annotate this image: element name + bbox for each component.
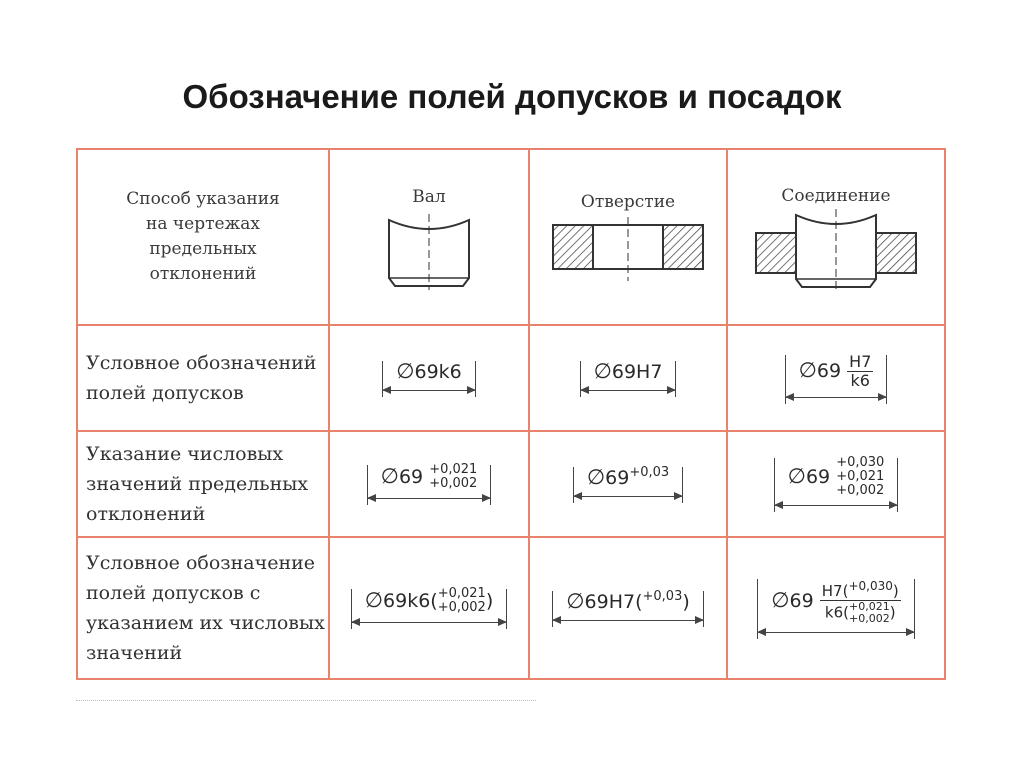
diameter-icon: ∅	[798, 357, 817, 382]
hole-designation: 69H7	[611, 361, 663, 383]
upper-deviation: +0,03	[642, 589, 683, 604]
scan-noise	[76, 700, 536, 705]
close-paren: )	[485, 589, 494, 612]
method-header	[77, 149, 329, 325]
row-label-numeric: Указание числовых значений предельных отклонений	[77, 431, 329, 537]
diameter-icon: ∅	[566, 589, 585, 613]
hole-numeric-cell	[529, 431, 727, 537]
row-label-symbolic: Условное обозначений полей допусков	[77, 325, 329, 431]
diameter-icon: ∅	[586, 465, 606, 489]
row-numeric	[77, 431, 945, 537]
row-combined	[77, 537, 945, 679]
hole-base-size: 69	[605, 467, 630, 489]
hole-designation: 69H7(	[584, 591, 643, 613]
diameter-icon: ∅	[396, 359, 415, 383]
dimension-line	[774, 456, 899, 512]
dimension-line	[757, 577, 915, 639]
row-label-combined: Условное обозначение полей допусков с указанием их числовых значений	[77, 537, 329, 679]
fit-hole-field: H7	[849, 351, 872, 371]
hole-drawing	[543, 215, 713, 285]
joint-symbolic-cell	[727, 325, 945, 431]
shaft-drawing	[369, 210, 489, 290]
shaft-symbolic-cell	[329, 325, 529, 431]
fit-shaft-field: k6	[850, 370, 870, 390]
hole-header	[529, 149, 727, 325]
method-header-text: Способ указания на чертежах предельных отклонений	[126, 189, 280, 284]
shaft-lower-deviation: +0,002	[836, 483, 885, 498]
diameter-icon: ∅	[593, 359, 612, 383]
shaft-combined-cell	[329, 537, 529, 679]
row-symbolic	[77, 325, 945, 431]
close-paren: )	[682, 591, 690, 613]
dimension-line	[351, 587, 508, 629]
diameter-icon: ∅	[380, 463, 399, 488]
joint-combined-cell	[727, 537, 945, 679]
shaft-header-label: Вал	[412, 186, 446, 207]
shaft-numeric-cell	[329, 431, 529, 537]
dimension-line	[367, 463, 492, 505]
lower-deviation: +0,002	[429, 476, 478, 491]
upper-deviation: +0,021	[437, 586, 486, 601]
fit-shaft-field: k6( +0,021 +0,002 )	[824, 600, 896, 625]
diameter-icon: ∅	[771, 587, 790, 612]
joint-base-size: 69	[816, 359, 842, 382]
joint-drawing	[746, 209, 926, 291]
dimension-line	[552, 589, 704, 627]
shaft-designation: 69k6	[414, 361, 462, 383]
upper-deviation: +0,021	[429, 462, 478, 477]
hole-combined-cell	[529, 537, 727, 679]
shaft-upper-deviation: +0,021	[836, 469, 885, 484]
joint-header	[727, 149, 945, 325]
joint-base-size: 69	[805, 465, 831, 488]
diameter-icon: ∅	[364, 587, 384, 612]
hole-header-label: Отверстие	[580, 191, 676, 212]
joint-base-size: 69	[789, 589, 814, 612]
hole-symbolic-cell	[529, 325, 727, 431]
dimension-line	[573, 465, 683, 503]
dimension-line	[785, 353, 888, 404]
header-row	[77, 149, 945, 325]
diameter-icon: ∅	[787, 463, 806, 488]
joint-numeric-cell	[727, 431, 945, 537]
dimension-line	[382, 359, 476, 397]
page-title: Обозначение полей допусков и посадок	[182, 78, 842, 115]
lower-deviation: +0,002	[437, 600, 486, 615]
tolerance-table	[76, 148, 946, 680]
shaft-designation: 69k6(	[383, 589, 438, 612]
hole-upper-deviation: +0,030	[836, 455, 885, 470]
dimension-line	[580, 359, 677, 397]
shaft-base-size: 69	[398, 465, 424, 488]
upper-deviation: +0,03	[629, 465, 670, 480]
shaft-header	[329, 149, 529, 325]
joint-header-label: Соединение	[781, 185, 891, 206]
fit-hole-field: H7($^{+0,030}$)	[821, 579, 899, 600]
